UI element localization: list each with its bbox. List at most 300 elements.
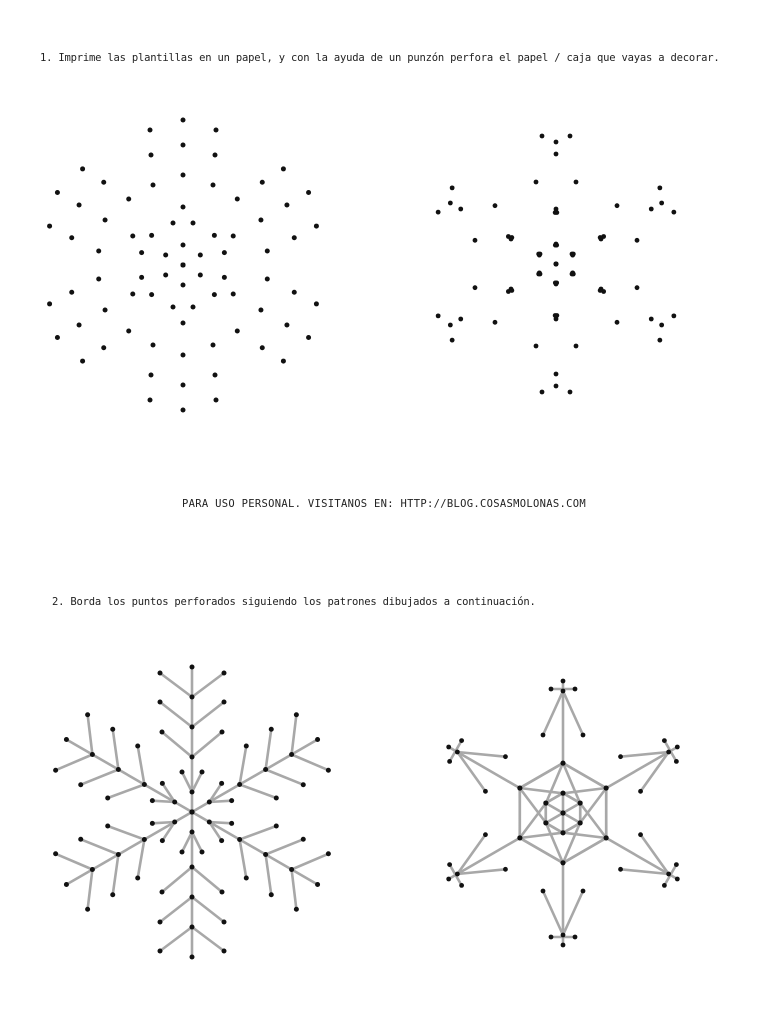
perforation-dot: [635, 238, 640, 243]
perforation-dot: [191, 221, 196, 226]
perforation-dot: [549, 687, 554, 692]
perforation-dot: [598, 235, 603, 240]
thread-line: [182, 832, 192, 852]
thread-line: [152, 822, 174, 823]
perforation-dot: [237, 782, 242, 787]
perforation-dot: [473, 238, 478, 243]
perforation-dot: [301, 782, 306, 787]
perforation-dot: [436, 313, 441, 318]
perforation-dot: [675, 877, 680, 882]
perforation-dot: [181, 173, 186, 178]
perforation-dot: [265, 277, 270, 282]
thread-line: [563, 691, 583, 735]
perforation-dot: [284, 323, 289, 328]
thread-line: [580, 788, 606, 823]
perforation-dot: [219, 781, 224, 786]
perforation-dot: [458, 317, 463, 322]
thread-line: [56, 854, 93, 870]
perforation-dot: [219, 838, 224, 843]
perforation-dot: [207, 820, 212, 825]
personal-use-footer: PARA USO PERSONAL. VISITANOS EN: HTTP://BLOG.COSASMOLONAS.COM: [182, 498, 586, 510]
perforation-dot: [222, 949, 227, 954]
perforation-dot: [455, 750, 460, 755]
thread-line: [606, 838, 668, 874]
perforation-dot: [222, 275, 227, 280]
perforation-dot: [158, 949, 163, 954]
perforation-dot: [181, 263, 186, 268]
perforation-dot: [149, 373, 154, 378]
perforation-dot: [190, 810, 195, 815]
thread-line: [563, 813, 580, 823]
perforation-dot: [53, 851, 58, 856]
perforation-dot: [560, 830, 565, 835]
perforation-dot: [553, 243, 558, 248]
perforation-dot: [126, 328, 131, 333]
perforation-dot: [649, 317, 654, 322]
thread-line: [641, 835, 669, 874]
thread-line: [457, 838, 519, 874]
perforation-dot: [260, 180, 265, 185]
perforation-dot: [181, 321, 186, 326]
perforation-dot: [190, 725, 195, 730]
perforation-dot: [450, 185, 455, 190]
perforation-dot: [139, 275, 144, 280]
perforation-dot: [231, 234, 236, 239]
embroidery-pattern-large-snowflake: [50, 650, 335, 970]
perforation-dot: [212, 233, 217, 238]
thread-line: [292, 854, 329, 870]
thread-line: [292, 870, 297, 910]
perforation-dot: [47, 224, 52, 229]
perforation-dot: [554, 313, 559, 318]
perforation-dot: [220, 890, 225, 895]
perforation-dot: [263, 767, 268, 772]
perforation-dot: [638, 832, 643, 837]
perforation-dot: [258, 218, 263, 223]
perforation-dot: [459, 883, 464, 888]
perforation-dot: [85, 907, 90, 912]
perforation-dot: [666, 750, 671, 755]
perforation-dot: [459, 738, 464, 743]
perforation-dot: [172, 800, 177, 805]
perforation-dot: [160, 890, 165, 895]
perforation-dot: [77, 203, 82, 208]
perforation-dot: [160, 838, 165, 843]
perforation-dot: [142, 837, 147, 842]
perforation-dot: [69, 290, 74, 295]
perforation-dot: [171, 305, 176, 310]
perforation-dot: [446, 745, 451, 750]
thread-line: [192, 772, 202, 792]
perforation-dot: [314, 224, 319, 229]
perforation-dot: [190, 830, 195, 835]
perforation-dot: [574, 344, 579, 349]
perforation-dot: [172, 820, 177, 825]
perforation-dot: [235, 328, 240, 333]
perforation-dot: [229, 821, 234, 826]
perforation-dot: [537, 270, 542, 275]
perforation-dot: [198, 273, 203, 278]
perforation-dot: [181, 353, 186, 358]
perforation-dot: [306, 190, 311, 195]
perforation-dot: [618, 754, 623, 759]
perforation-dot: [581, 889, 586, 894]
perforation-dot: [222, 920, 227, 925]
thread-line: [138, 746, 145, 784]
perforation-dot: [554, 372, 559, 377]
perforation-dot: [543, 820, 548, 825]
perforation-dot: [561, 811, 566, 816]
thread-line: [266, 839, 304, 854]
perforation-dot: [554, 384, 559, 389]
perforation-dot: [163, 273, 168, 278]
perforation-dot: [581, 733, 586, 738]
perforation-dot: [599, 287, 604, 292]
perforation-dot: [659, 201, 664, 206]
perforation-dot: [220, 730, 225, 735]
perforation-dot: [561, 689, 566, 694]
perforation-dot: [103, 308, 108, 313]
perforation-dot: [47, 301, 52, 306]
perforation-dot: [543, 801, 548, 806]
perforation-dot: [326, 768, 331, 773]
perforation-dot: [315, 737, 320, 742]
perforation-dot: [292, 235, 297, 240]
perforation-dot: [244, 744, 249, 749]
perforation-dot: [473, 285, 478, 290]
perforation-dot: [483, 832, 488, 837]
perforation-dot: [229, 798, 234, 803]
thread-line: [543, 891, 563, 935]
perforation-dot: [540, 390, 545, 395]
perforation-dot: [190, 665, 195, 670]
perforation-dot: [90, 752, 95, 757]
perforation-dot: [190, 755, 195, 760]
perforation-dot: [116, 767, 121, 772]
perforation-dot: [541, 889, 546, 894]
perforation-dot: [149, 153, 154, 158]
perforation-dot: [657, 338, 662, 343]
perforation-dot: [80, 166, 85, 171]
perforation-dot: [101, 180, 106, 185]
perforation-dot: [237, 837, 242, 842]
thread-line: [160, 897, 192, 922]
perforation-dot: [181, 243, 186, 248]
perforation-dot: [198, 253, 203, 258]
perforation-dot: [314, 301, 319, 306]
perforation-dot: [570, 272, 575, 277]
thread-line: [160, 673, 192, 697]
perforation-dot: [657, 185, 662, 190]
thread-line: [546, 813, 563, 823]
perforation-dot: [96, 248, 101, 253]
perforation-dot: [231, 292, 236, 297]
perforation-dot: [258, 308, 263, 313]
perforation-dot: [659, 323, 664, 328]
perforation-dot: [561, 933, 566, 938]
perforation-dot: [301, 837, 306, 842]
thread-line: [457, 752, 485, 791]
perforation-dot: [181, 408, 186, 413]
perforation-dot: [315, 882, 320, 887]
perforation-dot: [269, 727, 274, 732]
perforation-dot: [90, 867, 95, 872]
perforation-dot: [578, 801, 583, 806]
perforation-dot: [662, 738, 667, 743]
perforation-dot: [573, 687, 578, 692]
perforation-dot: [158, 920, 163, 925]
perforation-dot: [549, 935, 554, 940]
perforation-dot: [294, 712, 299, 717]
perforation-dot: [662, 883, 667, 888]
perforation-dot: [560, 791, 565, 796]
thread-line: [88, 870, 93, 910]
thread-line: [520, 833, 563, 838]
thread-line: [240, 785, 277, 798]
perforation-dot: [160, 781, 165, 786]
perforation-dot: [446, 877, 451, 882]
perforation-dot: [447, 862, 452, 867]
perforation-dot: [55, 190, 60, 195]
perforation-dot: [568, 134, 573, 139]
perforation-dot: [493, 203, 498, 208]
perforation-dot: [190, 865, 195, 870]
perforation-dot: [130, 292, 135, 297]
thread-line: [192, 897, 224, 922]
perforation-dot: [260, 345, 265, 350]
perforation-dot: [560, 761, 565, 766]
perforation-dot: [604, 836, 609, 841]
perforation-dot: [554, 210, 559, 215]
perforation-dot: [78, 782, 83, 787]
perforation-dot: [274, 824, 279, 829]
perforation-dot: [448, 323, 453, 328]
perforation-dot: [126, 197, 131, 202]
perforation-dot: [190, 790, 195, 795]
thread-line: [240, 746, 247, 784]
perforation-dot: [553, 280, 558, 285]
perforation-dot: [635, 285, 640, 290]
perforation-dot: [160, 730, 165, 735]
perforation-dot: [540, 134, 545, 139]
thread-line: [56, 755, 93, 771]
perforation-dot: [148, 398, 153, 403]
perforation-dot: [534, 180, 539, 185]
perforation-dot: [493, 320, 498, 325]
perforation-dot: [638, 789, 643, 794]
perforation-dot: [190, 695, 195, 700]
perforation-dot: [149, 292, 154, 297]
perforation-dot: [80, 359, 85, 364]
perforation-dot: [110, 727, 115, 732]
perforation-dot: [289, 752, 294, 757]
perforation-dot: [190, 925, 195, 930]
perforation-dot: [105, 795, 110, 800]
perforation-dot: [541, 733, 546, 738]
perforation-dot: [151, 183, 156, 188]
thread-line: [457, 752, 519, 788]
perforation-dot: [671, 313, 676, 318]
perforation-dot: [506, 234, 511, 239]
perforation-dot: [674, 862, 679, 867]
perforation-dot: [214, 398, 219, 403]
perforation-dot: [675, 745, 680, 750]
thread-line: [606, 752, 668, 788]
perforation-dot: [483, 789, 488, 794]
perforation-dot: [212, 292, 217, 297]
perforation-dot: [578, 821, 583, 826]
thread-line: [266, 855, 272, 895]
perforation-dot: [213, 373, 218, 378]
perforation-dot: [534, 344, 539, 349]
perforation-dot: [573, 935, 578, 940]
perforation-dot: [135, 744, 140, 749]
thread-line: [563, 788, 606, 793]
perforation-dot: [294, 907, 299, 912]
perforation-dot: [149, 233, 154, 238]
perforation-dot: [77, 323, 82, 328]
perforation-dot: [181, 383, 186, 388]
thread-line: [563, 891, 583, 935]
perforation-dot: [554, 140, 559, 145]
perforation-dot: [306, 335, 311, 340]
perforation-dot: [211, 343, 216, 348]
perforation-dot: [436, 210, 441, 215]
thread-line: [182, 772, 192, 792]
perforation-dot: [604, 786, 609, 791]
perforation-dot: [517, 786, 522, 791]
perforation-dot: [105, 824, 110, 829]
perforation-dot: [135, 875, 140, 880]
perforation-dot: [103, 218, 108, 223]
perforation-dot: [509, 288, 514, 293]
perforation-dot: [560, 860, 565, 865]
perforation-dot: [148, 128, 153, 133]
perforation-dot: [281, 166, 286, 171]
perforation-dot: [222, 671, 227, 676]
thread-line: [520, 788, 563, 793]
perforation-dot: [455, 872, 460, 877]
perforation-dot: [536, 252, 541, 257]
thread-line: [192, 927, 224, 951]
perforation-dot: [64, 882, 69, 887]
perforation-dot: [142, 782, 147, 787]
thread-line: [266, 729, 272, 769]
perforation-dot: [561, 679, 566, 684]
perforation-dot: [674, 759, 679, 764]
perforation-dot: [448, 201, 453, 206]
thread-line: [192, 702, 224, 727]
perforation-dot: [281, 359, 286, 364]
perforation-dot: [78, 837, 83, 842]
thread-line: [209, 822, 231, 823]
perforation-dot: [116, 852, 121, 857]
thread-line: [546, 803, 563, 813]
perforation-dot: [222, 250, 227, 255]
perforation-dot: [649, 207, 654, 212]
perforation-dot: [289, 867, 294, 872]
perforation-dot: [666, 872, 671, 877]
perforation-dot: [274, 795, 279, 800]
perforation-dot: [503, 867, 508, 872]
perforation-dot: [190, 895, 195, 900]
perforation-dot: [447, 759, 452, 764]
perforation-dot: [180, 850, 185, 855]
thread-line: [88, 715, 93, 755]
perforation-dot: [139, 250, 144, 255]
perforation-dot: [190, 955, 195, 960]
perforation-dot: [568, 390, 573, 395]
thread-line: [192, 673, 224, 697]
perforation-dot: [615, 320, 620, 325]
perforation-dot: [671, 210, 676, 215]
perforation-dot: [284, 203, 289, 208]
perforation-dot: [265, 248, 270, 253]
perforation-dot: [292, 290, 297, 295]
perforation-dot: [163, 253, 168, 258]
dot-template-large-snowflake: [40, 110, 320, 440]
dot-template-small-snowflake: [420, 125, 690, 415]
thread-line: [240, 840, 247, 878]
thread-line: [152, 801, 174, 802]
perforation-dot: [181, 143, 186, 148]
perforation-dot: [211, 183, 216, 188]
perforation-dot: [151, 343, 156, 348]
thread-line: [520, 803, 546, 838]
perforation-dot: [53, 768, 58, 773]
thread-line: [457, 835, 485, 874]
perforation-dot: [191, 305, 196, 310]
perforation-dot: [326, 851, 331, 856]
perforation-dot: [561, 943, 566, 948]
thread-line: [160, 927, 192, 951]
thread-line: [108, 785, 145, 798]
thread-line: [563, 803, 580, 813]
perforation-dot: [263, 852, 268, 857]
perforation-dot: [200, 770, 205, 775]
thread-line: [266, 770, 304, 785]
perforation-dot: [85, 712, 90, 717]
perforation-dot: [64, 737, 69, 742]
thread-line: [162, 867, 192, 892]
perforation-dot: [554, 152, 559, 157]
perforation-dot: [517, 835, 522, 840]
perforation-dot: [503, 754, 508, 759]
thread-line: [162, 732, 192, 757]
thread-line: [192, 732, 222, 757]
thread-line: [138, 840, 145, 878]
perforation-dot: [110, 892, 115, 897]
perforation-dot: [55, 335, 60, 340]
perforation-dot: [181, 118, 186, 123]
thread-line: [81, 839, 119, 854]
thread-line: [113, 855, 119, 895]
thread-line: [192, 867, 222, 892]
thread-line: [160, 702, 192, 727]
perforation-dot: [222, 700, 227, 705]
embroidery-pattern-small-snowflake: [430, 665, 690, 940]
thread-line: [192, 832, 202, 852]
perforation-dot: [101, 345, 106, 350]
perforation-dot: [213, 153, 218, 158]
perforation-dot: [158, 700, 163, 705]
perforation-dot: [207, 800, 212, 805]
perforation-dot: [214, 128, 219, 133]
perforation-dot: [181, 205, 186, 210]
thread-line: [292, 715, 297, 755]
perforation-dot: [570, 253, 575, 258]
thread-line: [113, 729, 119, 769]
